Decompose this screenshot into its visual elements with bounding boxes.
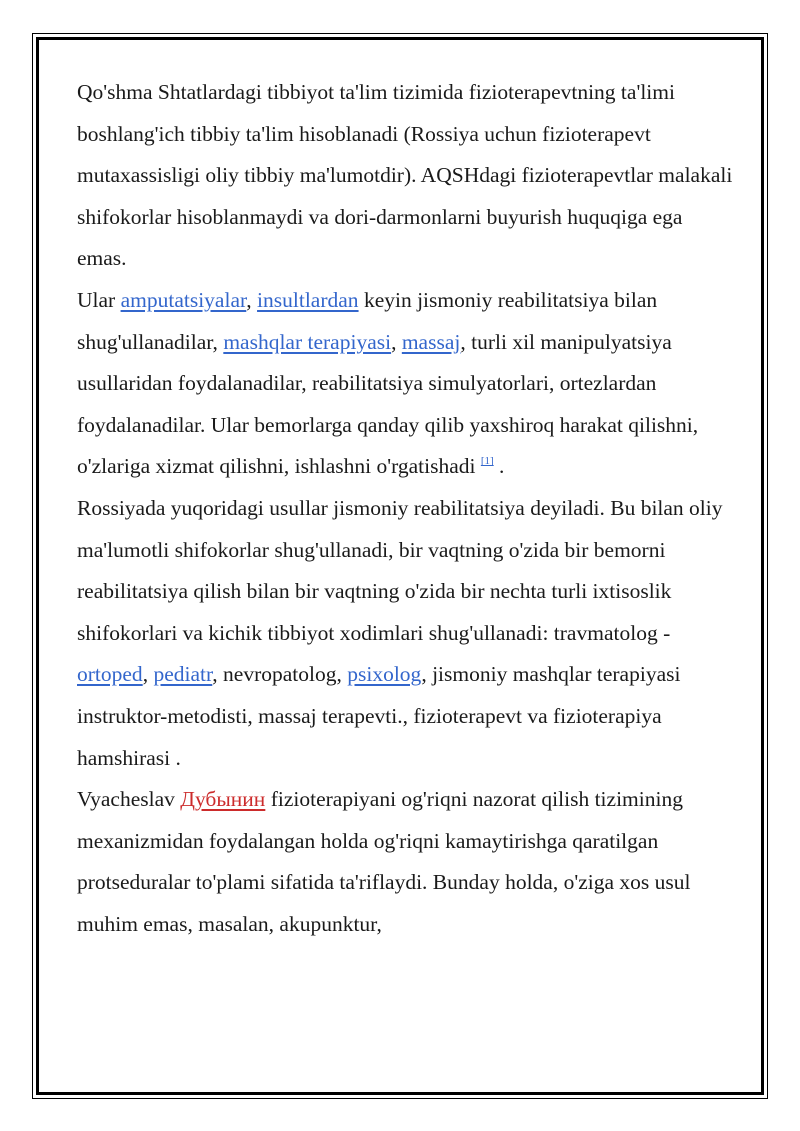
document-body — [77, 72, 737, 945]
text-segment: Ular — [77, 287, 121, 312]
paragraph-3 — [77, 488, 737, 779]
text-segment: , — [142, 662, 154, 687]
reference-superscript — [481, 455, 494, 467]
link-pediatr[interactable]: pediatr — [153, 662, 213, 687]
paragraph-2 — [77, 280, 737, 488]
text-segment: Vyacheslav — [77, 787, 181, 812]
paragraph-1-text: Qo'shma Shtatlardagi tibbiyot ta'lim tizimida fizioterapevtning ta'limi boshlang'ich tibbiy ta'lim hisoblanadi (Rossiya uchun fizioterapevt mutaxassisligi oliy tibbiy ma'lumotdir). AQSHdagi fizioterapevtlar malakali shifokorlar hisoblanmaydi va dori-darmonlarni buyurish huquqiga ega emas. — [77, 80, 733, 271]
text-segment: keyin jismoniy reabilitatsiya bilan shug'ullanadilar, — [77, 287, 658, 354]
link-amputatsiyalar[interactable]: amputatsiyalar — [120, 287, 247, 312]
text-segment: Rossiyada yuqoridagi usullar jismoniy reabilitatsiya deyiladi. Bu bilan oliy ma'lumotli shifokorlar shug'ullanadi, bir vaqtning o'zida bir bemorni reabilitatsiya qilish bilan bir vaqtning o'zida bir nechta turli ixtisoslik shifokorlari va kichik tibbiyot xodimlari shug'ullanadi: travmatolog - — [77, 495, 723, 645]
link-psixolog[interactable]: psixolog — [347, 662, 422, 687]
text-segment: , nevropatolog, — [212, 662, 348, 687]
link-mashqlar-terapiyasi[interactable]: mashqlar terapiyasi — [223, 329, 392, 354]
link-insultlardan[interactable]: insultlardan — [257, 287, 359, 312]
paragraph-1 — [77, 72, 737, 280]
reference-link-1[interactable]: [1] — [480, 455, 494, 468]
text-segment: fizioterapiyani og'riqni nazorat qilish tizimining mexanizmidan foydalangan holda og'riqni kamaytirishga qaratilgan protseduralar to'plami sifatida ta'riflaydi. Bunday holda, o'ziga xos usul muhim emas, masalan, akupunktur, — [77, 787, 691, 936]
text-segment: , turli xil manipulyatsiya usullaridan foydalanadilar, reabilitatsiya simulyatorlari, ortezlardan foydalanadilar. Ular bemorlarga qanday qilib yaxshiroq harakat qilishni, o'zlariga xizmat qilishni, ishlashni o'rgatishadi — [77, 329, 699, 479]
link-dubynin-missing[interactable]: Дубынин — [180, 787, 266, 812]
text-segment: . — [493, 454, 505, 479]
text-segment: , — [246, 287, 258, 312]
paragraph-4 — [77, 779, 737, 945]
link-ortoped[interactable]: ortoped — [77, 662, 143, 687]
text-segment: , — [391, 329, 402, 354]
link-massaj[interactable]: massaj — [401, 329, 461, 354]
text-segment: , jismoniy mashqlar terapiyasi instruktor-metodisti, massaj terapevti., fizioterapevt va fizioterapiya hamshirasi . — [77, 662, 681, 770]
